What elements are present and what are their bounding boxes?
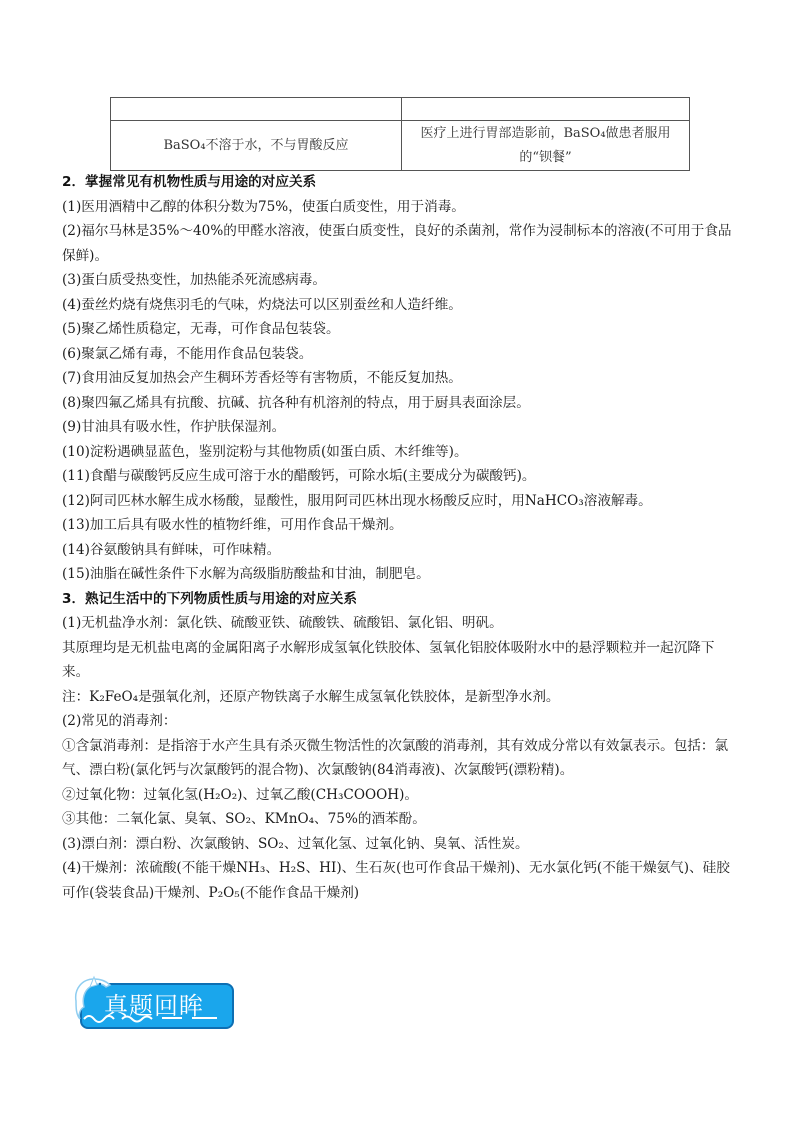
table-cell-property: BaSO₄不溶于水，不与胃酸反应	[111, 121, 402, 171]
list-item: (3)蛋白质受热变性，加热能杀死流感病毒。	[62, 272, 326, 288]
section-heading: 3．熟记生活中的下列物质性质与用途的对应关系	[62, 590, 357, 607]
list-item: (11)食醋与碳酸钙反应生成可溶于水的醋酸钙，可除水垢(主要成分为碳酸钙)。	[62, 468, 536, 484]
table-cell-use-line: 的“钡餐”	[519, 149, 572, 165]
list-item: (4)蚕丝灼烧有烧焦羽毛的气味，灼烧法可以区别蚕丝和人造纤维。	[62, 296, 462, 313]
section-badge	[74, 975, 234, 1031]
table-cell-use	[402, 98, 690, 121]
list-item: (10)淀粉遇碘显蓝色，鉴别淀粉与其他物质(如蛋白质、木纤维等)。	[62, 443, 468, 460]
list-item: (13)加工后具有吸水性的植物纤维，可用作食品干燥剂。	[62, 517, 403, 533]
table-row	[111, 98, 690, 121]
wave-decoration-icon	[82, 1011, 222, 1023]
list-item: (6)聚氯乙烯有毒，不能用作食品包装袋。	[62, 345, 313, 362]
list-item: (12)阿司匹林水解生成水杨酸，显酸性，服用阿司匹林出现水杨酸反应时，用NaHCO₃溶液解毒。	[62, 492, 652, 509]
table-row	[111, 121, 690, 171]
table-cell-use-line: 医疗上进行胃部造影前，BaSO₄做患者服用	[420, 125, 671, 141]
list-item: (2)福尔马林是35%～40%的甲醛水溶液，使蛋白质变性，良好的杀菌剂，常作为浸制标本的溶液(不可用于食品保鲜)。	[62, 223, 732, 264]
list-item: (5)聚乙烯性质稳定，无毒，可作食品包装袋。	[62, 321, 340, 337]
list-item: (8)聚四氟乙烯具有抗酸、抗碱、抗各种有机溶剂的特点，用于厨具表面涂层。	[62, 394, 530, 411]
list-item: ②过氧化物：过氧化氢(H₂O₂)、过氧乙酸(CH₃COOOH)。	[62, 786, 419, 803]
list-item: (14)谷氨酸钠具有鲜味，可作味精。	[62, 541, 281, 558]
list-item: (3)漂白剂：漂白粉、次氯酸钠、SO₂、过氧化氢、过氧化钠、臭氧、活性炭。	[62, 835, 529, 852]
list-item: (15)油脂在碱性条件下水解为高级脂肪酸盐和甘油，制肥皂。	[62, 566, 430, 582]
list-item: (9)甘油具有吸水性，作护肤保湿剂。	[62, 419, 286, 435]
table-cell-property	[111, 98, 402, 121]
list-item: (2)常见的消毒剂：	[62, 713, 177, 729]
list-item: ③其他：二氧化氯、臭氧、SO₂、KMnO₄、75%的酒苯酚。	[62, 811, 426, 827]
list-item: 注：K₂FeO₄是强氧化剂，还原产物铁离子水解生成氢氧化铁胶体，是新型净水剂。	[62, 688, 560, 705]
list-item: 其原理均是无机盐电离的金属阳离子水解形成氢氧化铁胶体、氢氧化铝胶体吸附水中的悬浮颗粒并一起沉降下来。	[62, 639, 715, 680]
list-item: (4)干燥剂：浓硫酸(不能干燥NH₃、H₂S、HI)、生石灰(也可作食品干燥剂)、无水氯化钙(不能干燥氨气)、硅胶可作(袋装食品)干燥剂、P₂O₅(不能作食品干燥剂)	[62, 860, 730, 901]
list-item: ①含氯消毒剂：是指溶于水产生具有杀灭微生物活性的次氯酸的消毒剂，其有效成分常以有效氯表示。包括：氯气、漂白粉(氯化钙与次氯酸钙的混合物)、次氯酸钠(84消毒液)、次氯酸钙(漂粉精)。	[62, 737, 729, 778]
list-item: (1)医用酒精中乙醇的体积分数为75%，使蛋白质变性，用于消毒。	[62, 198, 465, 215]
document-body	[62, 170, 734, 905]
list-item: (7)食用油反复加热会产生稠环芳香烃等有害物质，不能反复加热。	[62, 370, 462, 386]
list-item: (1)无机盐净水剂：氯化铁、硫酸亚铁、硫酸铁、硫酸铝、氯化铝、明矾。	[62, 615, 503, 631]
property-use-table	[110, 97, 690, 171]
badge-label: 真题回眸	[104, 992, 204, 1020]
section-heading: 2．掌握常见有机物性质与用途的对应关系	[62, 174, 317, 190]
table-cell-use	[402, 121, 690, 171]
